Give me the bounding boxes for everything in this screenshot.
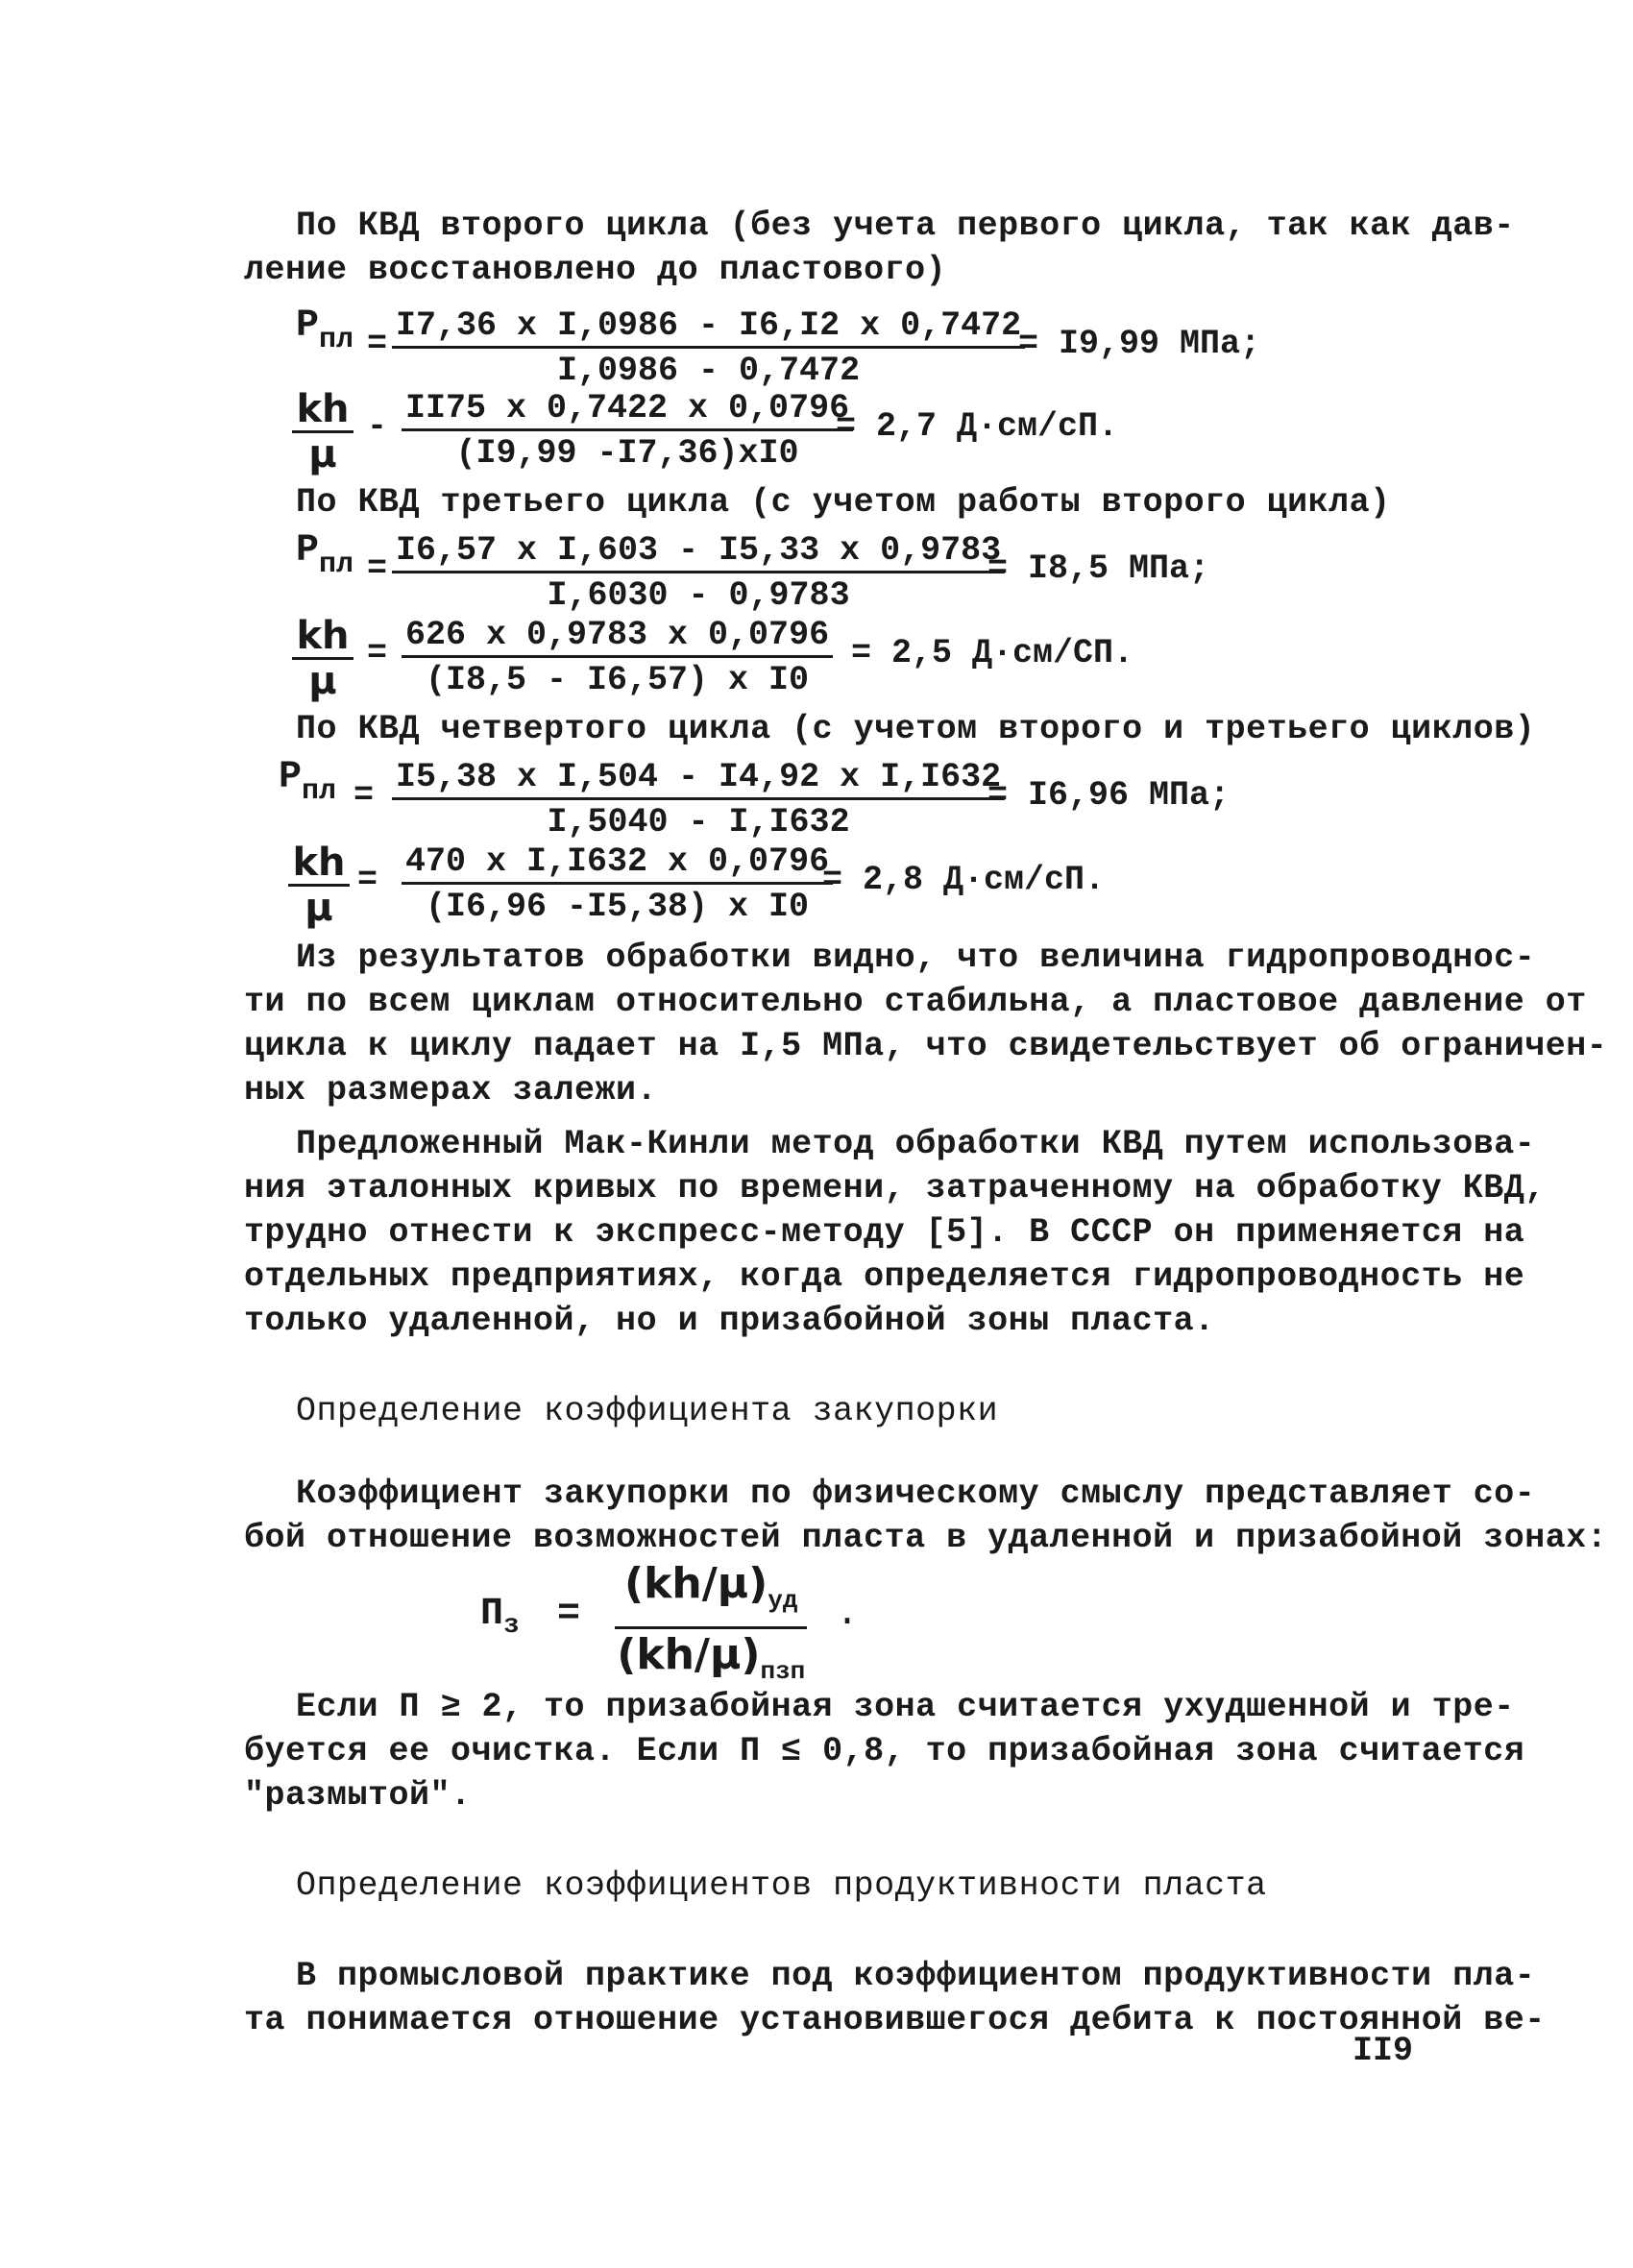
formula-numerator: (kh/μ) bbox=[624, 1559, 768, 1608]
text-line: бой отношение возможностей пласта в удаленной и призабойной зонах: bbox=[244, 1519, 1608, 1557]
formula-symbol: P bbox=[296, 529, 320, 573]
formula-kh-cycle3: $\frac{kh}{\mu}$ = $\frac{626 x 0,9783 x 0,0796}{\text{(I8,5 - I6,57) x I0}}$ = 2,5 Д·см/СП. bbox=[288, 615, 1345, 707]
formula-mu: μ bbox=[308, 659, 337, 703]
formula-mu: μ bbox=[305, 886, 333, 930]
formula-subscript: пл bbox=[319, 549, 354, 581]
text-line: ных размерах залежи. bbox=[244, 1071, 658, 1110]
formula-denominator: I,5040 - I,I632 bbox=[547, 803, 850, 841]
formula-numerator: I7,36 x I,0986 - I6,I2 x 0,7472 bbox=[392, 305, 1025, 349]
formula-p-cycle4: $P_{пл}$ = $\frac{\text{I5,38 x I,504 - I4,92 x I,I632}}{I,5040 - I,I632}$ = I6,96 МПа; bbox=[271, 757, 1328, 849]
text-line: та понимается отношение установившегося дебита к постоянной ве- bbox=[244, 2001, 1546, 2039]
formula-denominator: (I8,5 - I6,57) x I0 bbox=[426, 661, 810, 699]
section-heading: Определение коэффициентов продуктивности пласта bbox=[296, 1866, 1267, 1905]
formula-period: . bbox=[836, 1593, 860, 1636]
formula-numerator: 626 x 0,9783 x 0,0796 bbox=[402, 615, 833, 658]
formula-kh: kh bbox=[292, 388, 353, 433]
formula-subscript: пл bbox=[319, 324, 354, 356]
section-heading: Определение коэффициента закупорки bbox=[296, 1392, 999, 1430]
formula-kh-cycle4: $\frac{kh}{\mu}$ = $\frac{\text{470 x I,I632 x 0,0796}}{\text{(I6,96 -I5,38) x I0}}$ = 2,8 Д·см/сП. bbox=[284, 841, 1341, 934]
formula-plugging-coefficient bbox=[480, 1558, 884, 1686]
formula-result: = 2,5 Д·см/СП. bbox=[851, 634, 1134, 672]
text-line: Если П ≥ 2, то призабойная зона считается ухудшенной и тре- bbox=[296, 1688, 1515, 1726]
text-line: По КВД второго цикла (без учета первого цикла, так как дав- bbox=[296, 207, 1515, 245]
text-line: Из результатов обработки видно, что величина гидропроводнос- bbox=[296, 939, 1536, 977]
formula-denominator: (kh/μ) bbox=[617, 1629, 761, 1679]
text-line: По КВД третьего цикла (с учетом работы второго цикла) bbox=[296, 483, 1391, 522]
formula-numerator: 470 x I,I632 x 0,0796 bbox=[402, 841, 833, 885]
formula-numerator: I6,57 x I,603 - I5,33 x 0,9783 bbox=[392, 530, 1005, 573]
text-line: только удаленной, но и призабойной зоны пласта. bbox=[244, 1302, 1215, 1340]
text-line: Предложенный Мак-Кинли метод обработки КВД путем использова- bbox=[296, 1125, 1536, 1163]
text-line: ния эталонных кривых по времени, затраченному на обработку КВД, bbox=[244, 1169, 1546, 1207]
text-line: По КВД четвертого цикла (с учетом второго и третьего циклов) bbox=[296, 710, 1536, 748]
text-line: "размытой". bbox=[244, 1776, 472, 1815]
formula-subscript: пзп bbox=[760, 1656, 806, 1686]
text-line: трудно отнести к экспресс-методу [5]. В СССР он применяется на bbox=[244, 1213, 1525, 1252]
formula-subscript: з bbox=[503, 1611, 520, 1641]
formula-p-cycle3: $P_{пл}$ = $\frac{\text{I6,57 x I,603 - I5,33 x 0,9783}}{I,6030 - 0,9783}$ = I8,5 МПа; bbox=[288, 530, 1345, 622]
formula-result: = 2,8 Д·см/сП. bbox=[822, 861, 1106, 899]
formula-subscript: уд bbox=[768, 1585, 798, 1615]
formula-result: = I8,5 МПа; bbox=[987, 549, 1210, 588]
text-line: ти по всем циклам относительно стабильна, а пластовое давление от bbox=[244, 983, 1587, 1021]
formula-symbol: P bbox=[279, 756, 303, 799]
formula-denominator: I,6030 - 0,9783 bbox=[547, 576, 850, 615]
text-line: В промысловой практике под коэффициентом продуктивности пла- bbox=[296, 1957, 1536, 1995]
text-line: буется ее очистка. Если П ≤ 0,8, то призабойная зона считается bbox=[244, 1732, 1525, 1770]
formula-symbol: П bbox=[480, 1593, 504, 1636]
formula-numerator: I5,38 x I,504 - I4,92 x I,I632 bbox=[392, 757, 1005, 800]
page-number: II9 bbox=[1353, 2032, 1414, 2070]
formula-result: = I6,96 МПа; bbox=[987, 776, 1231, 815]
text-line: цикла к циклу падает на I,5 МПа, что свидетельствует об ограничен- bbox=[244, 1027, 1608, 1065]
formula-denominator: (I6,96 -I5,38) x I0 bbox=[426, 888, 810, 926]
formula-result: = 2,7 Д·см/сП. bbox=[836, 407, 1119, 446]
text-line: Коэффициент закупорки по физическому смыслу представляет со- bbox=[296, 1475, 1536, 1513]
text-line: отдельных предприятиях, когда определяется гидропроводность не bbox=[244, 1257, 1525, 1296]
formula-kh: kh bbox=[288, 841, 350, 887]
formula-kh: kh bbox=[292, 615, 353, 660]
formula-symbol: P bbox=[296, 305, 320, 348]
formula-subscript: пл bbox=[302, 775, 337, 808]
formula-kh-cycle2: $\frac{kh}{\mu}$ - $\frac{II75 x 0,7422 x 0,0796}{(I9,99 -I7,36)xI0}$ = 2,7 Д·см/сП. bbox=[288, 388, 1345, 480]
formula-denominator: I,0986 - 0,7472 bbox=[557, 352, 861, 390]
formula-denominator: (I9,99 -I7,36)xI0 bbox=[455, 434, 799, 473]
formula-p-cycle2: $P_{пл}$ = $\frac{\text{I7,36 x I,0986 - I6,I2 x 0,7472}}{I,0986 - 0,7472}$ = I9,99 МПа; bbox=[288, 305, 1345, 398]
text-line: ление восстановлено до пластового) bbox=[244, 251, 947, 289]
formula-result: = I9,99 МПа; bbox=[1018, 325, 1261, 363]
formula-numerator: II75 x 0,7422 x 0,0796 bbox=[402, 388, 853, 431]
formula-equals: = bbox=[557, 1593, 581, 1636]
formula-mu: μ bbox=[308, 432, 337, 476]
